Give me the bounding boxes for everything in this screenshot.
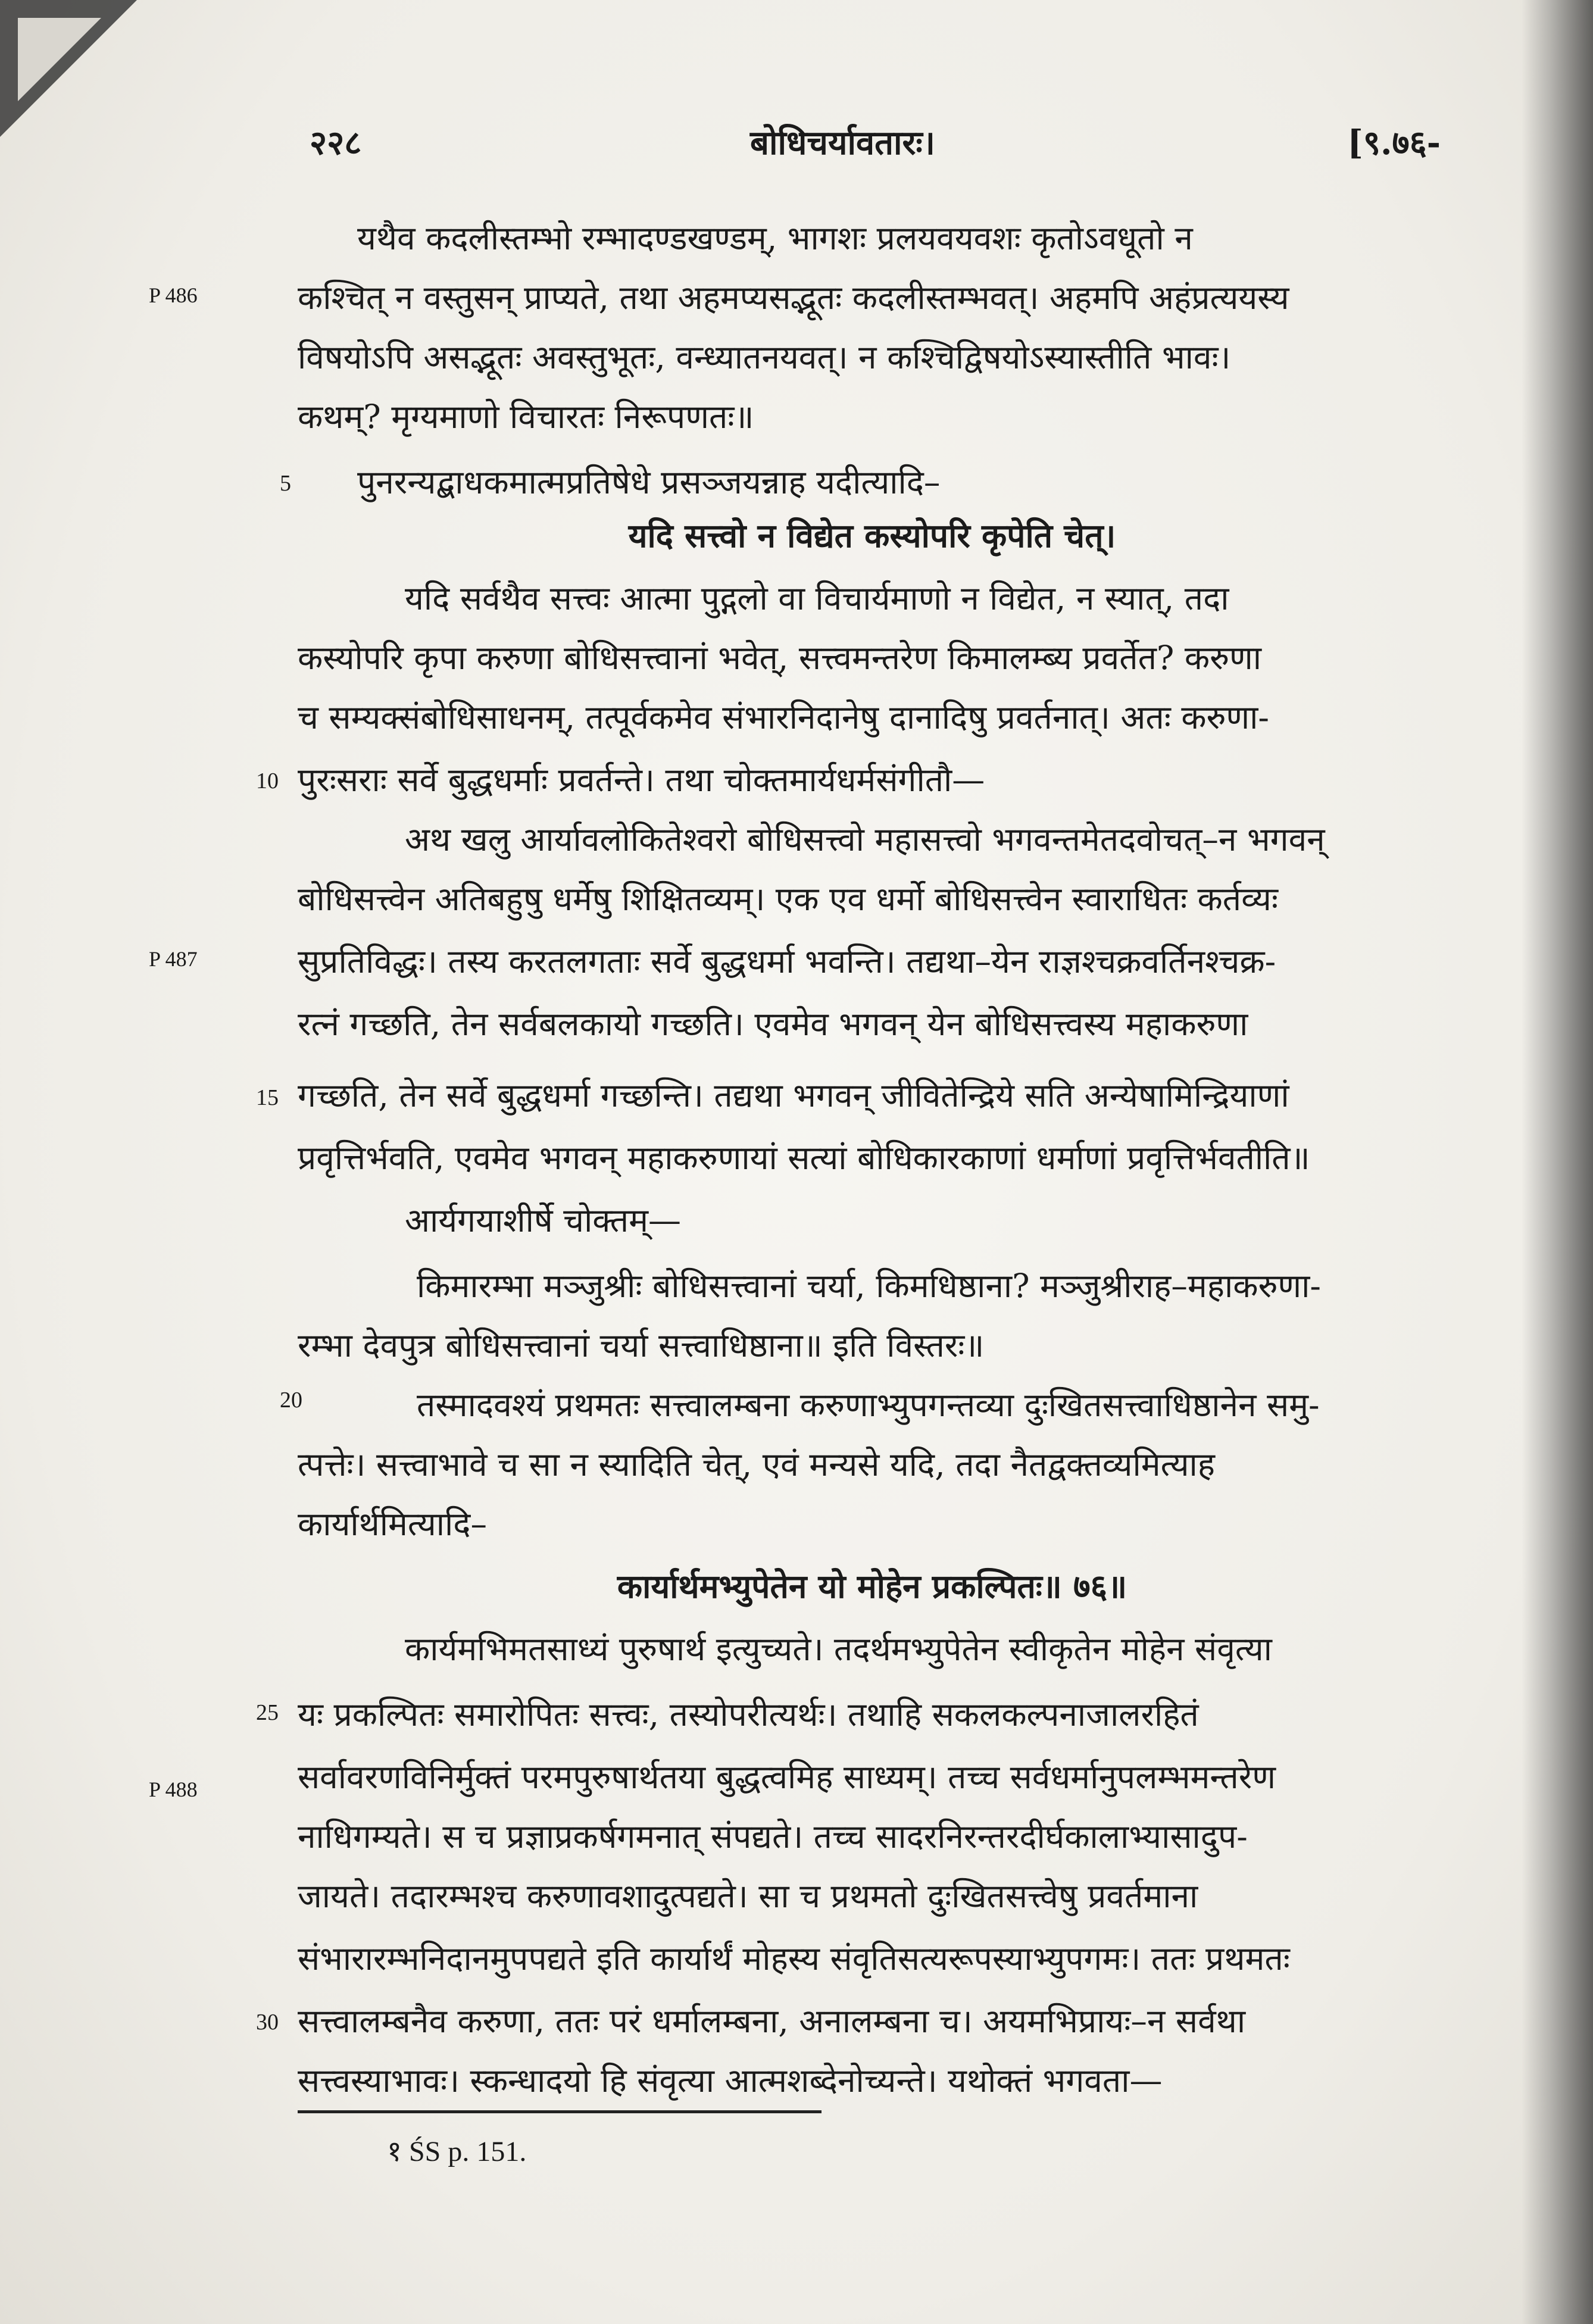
text-line: बोधिसत्त्वेन अतिबहुषु धर्मेषु शिक्षितव्यम्। एक एव धर्मो बोधिसत्त्वेन स्वाराधितः कर्तव्यः (298, 880, 1278, 918)
margin-ref: P 487 (149, 947, 198, 971)
text-line: सत्त्वस्याभावः। स्कन्धादयो हि संवृत्या आत्मशब्देनोच्यन्ते। यथोक्तं भगवता— (298, 2061, 1163, 2100)
running-header (310, 119, 1441, 173)
line-number: 15 (256, 1085, 279, 1110)
text-line: कार्यार्थमित्यादि– (298, 1505, 487, 1543)
footnote-rule (298, 2110, 822, 2113)
margin-ref: P 486 (149, 283, 198, 307)
text-line: रत्नं गच्छति, तेन सर्वबलकायो गच्छति। एवमेव भगवन् येन बोधिसत्त्वस्य महाकरुणा (298, 1005, 1248, 1043)
text-line: कार्यमभिमतसाध्यं पुरुषार्थ इत्युच्यते। तदर्थमभ्युपेतेन स्वीकृतेन मोहेन संवृत्या (405, 1630, 1272, 1668)
text-line: विषयोऽपि असद्भूतः अवस्तुभूतः, वन्ध्यातनयवत्। न कश्चिद्विषयोऽस्यास्तीति भावः। (298, 338, 1231, 376)
text-line: अथ खलु आर्यावलोकितेश्वरो बोधिसत्त्वो महासत्त्वो भगवन्तमेतदवोचत्–न भगवन् (405, 820, 1325, 858)
text-line: पुरःसराः सर्वे बुद्धधर्माः प्रवर्तन्ते। तथा चोक्तमार्यधर्मसंगीतौ— (298, 761, 985, 799)
text-line: आर्यगयाशीर्षे चोक्तम्— (405, 1201, 682, 1239)
text-line: यदि सर्वथैव सत्त्वः आत्मा पुद्गलो वा विचार्यमाणो न विद्येत, न स्यात्, तदा (405, 579, 1229, 617)
verse-line: कार्यार्थमभ्युपेतेन यो मोहेन प्रकल्पितः॥ ७६॥ (617, 1567, 1127, 1605)
verse-line: यदि सत्त्वो न विद्येत कस्योपरि कृपेति चेत्। (628, 516, 1116, 555)
line-number: 30 (256, 2010, 279, 2035)
text-line: कथम्? मृग्यमाणो विचारतः निरूपणतः॥ (298, 398, 754, 436)
margin-ref: P 488 (149, 1778, 198, 1801)
text-line: यः प्रकल्पितः समारोपितः सत्त्वः, तस्योपरीत्यर्थः। तथाहि सकलकल्पनाजालरहितं (298, 1695, 1199, 1733)
running-title: बोधिचर्यावतारः। (750, 123, 935, 163)
text-line: नाधिगम्यते। स च प्रज्ञाप्रकर्षगमनात् संपद्यते। तच्च सादरनिरन्तरदीर्घकालाभ्यासादुप- (298, 1817, 1248, 1856)
text-line: संभारारम्भनिदानमुपपद्यते इति कार्यार्थं मोहस्य संवृतिसत्यरूपस्याभ्युपगमः। ततः प्रथमतः (298, 1939, 1290, 1978)
page-number: २२८ (310, 123, 362, 163)
text-line: तस्मादवश्यं प्रथमतः सत्त्वालम्बना करुणाभ्युपगन्तव्या दुःखितसत्त्वाधिष्ठानेन समु- (417, 1386, 1320, 1424)
line-number: 20 (280, 1388, 302, 1413)
text-line: जायते। तदारम्भश्च करुणावशादुत्पद्यते। सा च प्रथमतो दुःखितसत्त्वेषु प्रवर्तमाना (298, 1877, 1198, 1915)
text-line: प्रवृत्तिर्भवति, एवमेव भगवन् महाकरुणायां सत्यां बोधिकारकाणां धर्माणां प्रवृत्तिर्भवतीति॥ (298, 1139, 1310, 1177)
line-number: 5 (280, 471, 291, 496)
footnote: १ ŚS p. 151. (387, 2136, 527, 2167)
verse-reference: [९.७६- (1347, 123, 1441, 163)
text-line: सत्त्वालम्बनैव करुणा, ततः परं धर्मालम्बना, अनालम्बना च। अयमभिप्रायः–न सर्वथा (298, 2002, 1246, 2040)
page-edge-shadow (1522, 0, 1593, 2324)
text-line: पुनरन्यद्बाधकमात्मप्रतिषेधे प्रसञ्जयन्नाह यदीत्यादि– (357, 463, 941, 501)
line-number: 25 (256, 1700, 279, 1725)
text-line: सर्वावरणविनिर्मुक्तं परमपुरुषार्थतया बुद्धत्वमिह साध्यम्। तच्च सर्वधर्मानुपलम्भमन्तरेण (298, 1758, 1276, 1796)
text-line: च सम्यक्संबोधिसाधनम्, तत्पूर्वकमेव संभारनिदानेषु दानादिषु प्रवर्तनात्। अतः करुणा- (298, 698, 1270, 736)
folded-corner-inner (18, 18, 101, 101)
line-number: 10 (256, 769, 279, 794)
text-line: यथैव कदलीस्तम्भो रम्भादण्डखण्डम्, भागशः प्रलयवयवशः कृतोऽवधूतो न (357, 219, 1193, 257)
text-line: कस्योपरि कृपा करुणा बोधिसत्त्वानां भवेत्, सत्त्वमन्तरेण किमालम्ब्य प्रवर्तेत? करुणा (298, 639, 1262, 677)
text-line: सुप्रतिविद्धः। तस्य करतलगताः सर्वे बुद्धधर्मा भवन्ति। तद्यथा–येन राज्ञश्चक्रवर्तिनश्चक्र- (298, 942, 1276, 980)
text-line: गच्छति, तेन सर्वे बुद्धधर्मा गच्छन्ति। तद्यथा भगवन् जीवितेन्द्रिये सति अन्येषामिन्द्रियाणां (298, 1076, 1289, 1114)
text-line: त्पत्तेः। सत्त्वाभावे च सा न स्यादिति चेत्, एवं मन्यसे यदि, तदा नैतद्वक्तव्यमित्याह (298, 1445, 1215, 1483)
text-line: रम्भा देवपुत्र बोधिसत्त्वानां चर्या सत्त्वाधिष्ठाना॥ इति विस्तरः॥ (298, 1326, 985, 1364)
text-line: किमारम्भा मञ्जुश्रीः बोधिसत्त्वानां चर्या, किमधिष्ठाना? मञ्जुश्रीराह–महाकरुणा- (417, 1267, 1321, 1305)
text-line: कश्चित् न वस्तुसन् प्राप्यते, तथा अहमप्यसद्भूतः कदलीस्तम्भवत्। अहमपि अहंप्रत्ययस्य (298, 279, 1289, 317)
